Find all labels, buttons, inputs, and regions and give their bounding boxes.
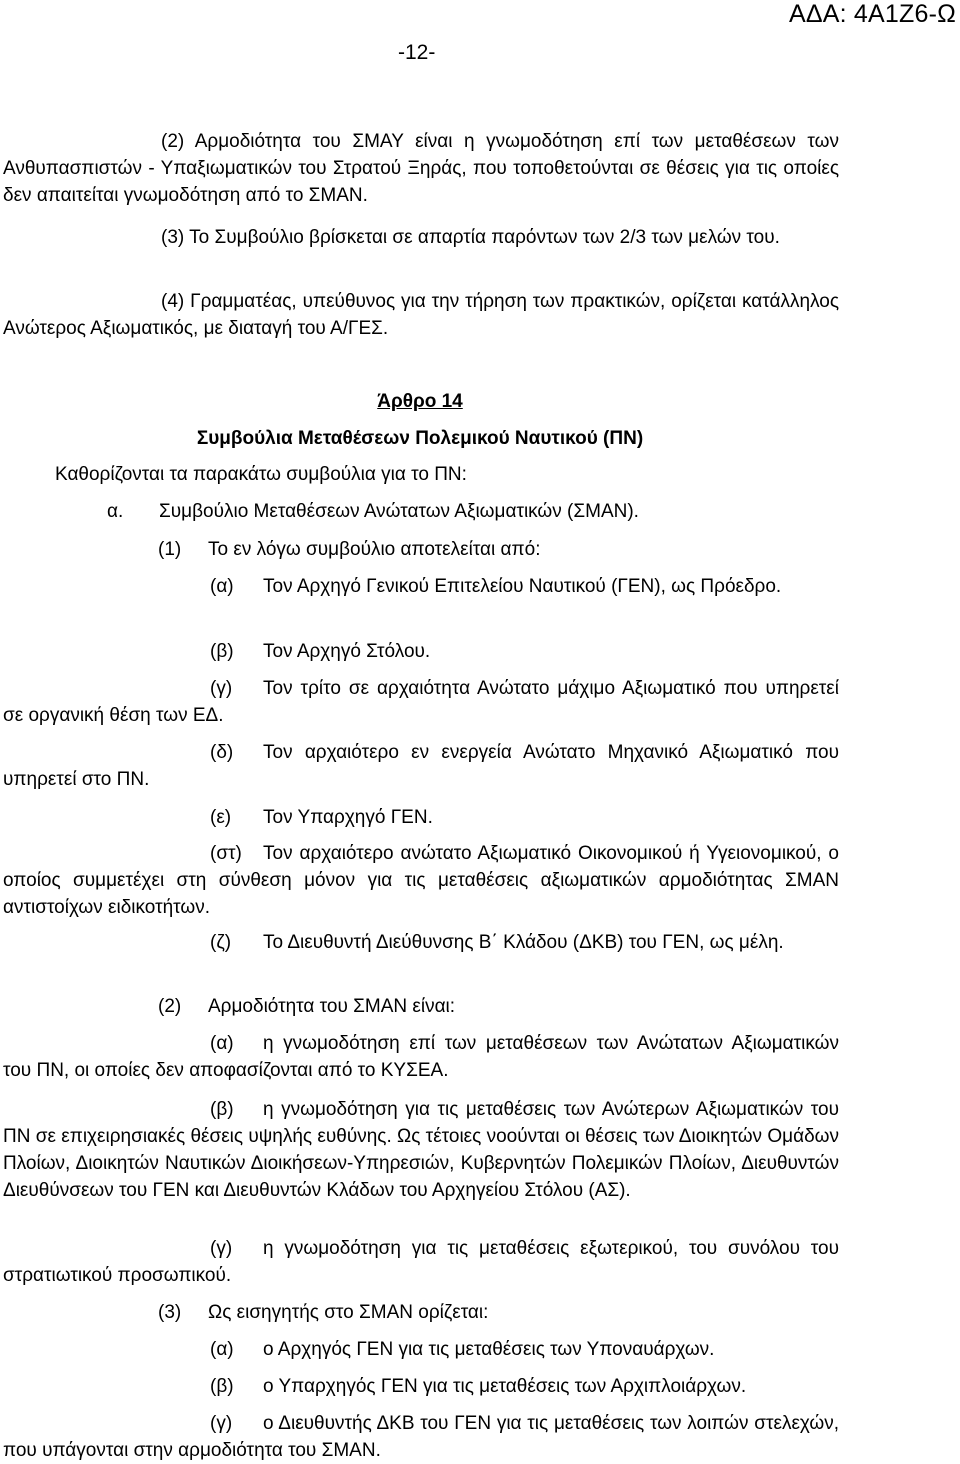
item-3-sub-c (3, 1410, 839, 1464)
item-1 (158, 536, 540, 563)
item-1-sub-e-label: (ε) (210, 807, 232, 828)
paragraph-prev-3: (3) Το Συμβούλιο βρίσκεται σε απαρτία παρόντων των 2/3 των μελών του. (161, 227, 780, 248)
page-number: -12- (398, 41, 436, 64)
article-subtitle: Συμβούλια Μεταθέσεων Πολεμικού Ναυτικού (ΠΝ) (196, 428, 644, 449)
paragraph-prev-2: (2) Αρμοδιότητα του ΣΜΑΥ είναι η γνωμοδότηση επί των μεταθέσεων των Ανθυπασπιστών - Υπαξιωματικών του Στρατού Ξηράς, που τοποθετούνται σε θέσεις για τις οποίες δεν απαιτείται γνωμοδότηση από το ΣΜΑΝ. (3, 131, 839, 206)
item-1-sub-st-text: Τον αρχαιότερο ανώτατο Αξιωματικό Οικονομικού ή Υγειονομικού, ο οποίος συμμετέχει στη σύνθεση μόνον για τις μεταθέσεις αξιωματικών αρμοδιότητας ΣΜΑΝ αντιστοίχων ειδικοτήτων. (3, 843, 839, 918)
item-3-text: Ως εισηγητής στο ΣΜΑΝ ορίζεται: (208, 1302, 489, 1323)
item-3-sub-c-label: (γ) (210, 1413, 233, 1434)
item-2-sub-c (3, 1235, 839, 1289)
item-1-sub-d-text: Τον αρχαιότερο εν ενεργεία Ανώτατο Μηχανικό Αξιωματικό που υπηρετεί στο ΠΝ. (3, 742, 839, 790)
article-title (0, 388, 840, 415)
item-3-sub-a-label: (α) (210, 1339, 234, 1360)
item-3-sub-b-label: (β) (210, 1376, 234, 1397)
item-1-sub-e-text: Τον Υπαρχηγό ΓΕΝ. (263, 807, 433, 828)
item-2-sub-a (3, 1030, 839, 1084)
item-2-sub-c-text: η γνωμοδότηση για τις μεταθέσεις εξωτερικού, του συνόλου του στρατιωτικού προσωπικού. (3, 1238, 839, 1286)
item-1-sub-b-text: Τον Αρχηγό Στόλου. (263, 641, 431, 662)
item-1-sub-c (3, 675, 839, 729)
item-1-sub-d-label: (δ) (210, 742, 234, 763)
section-a-text: Συμβούλιο Μεταθέσεων Ανώτατων Αξιωματικών (ΣΜΑΝ). (159, 501, 639, 522)
item-3-sub-a-text: ο Αρχηγός ΓΕΝ για τις μεταθέσεις των Υποναυάρχων. (263, 1339, 715, 1360)
item-2-sub-b-label: (β) (210, 1099, 234, 1120)
item-2-sub-a-label: (α) (210, 1033, 234, 1054)
item-1-sub-e (210, 804, 433, 831)
item-2-sub-b-text: η γνωμοδότηση για τις μεταθέσεις των Ανώτερων Αξιωματικών του ΠΝ σε επιχειρησιακές θέσεις υψηλής ευθύνης. Ως τέτοιες νοούνται οι θέσεις των Διοικητών Ομάδων Πλοίων, Διοικητών Ναυτικών Διοικήσεων-Υπηρεσιών, Κυβερνητών Πολεμικών Πλοίων, Διευθυντών Διευθύνσεων του ΓΕΝ και Διευθυντών Κλάδων του Αρχηγείου Στόλου (ΑΣ). (3, 1099, 839, 1201)
item-3-label: (3) (158, 1302, 182, 1323)
item-3-sub-b (210, 1373, 746, 1400)
section-a (107, 498, 639, 525)
paragraph-prev-4: (4) Γραμματέας, υπεύθυνος για την τήρηση των πρακτικών, ορίζεται κατάλληλος Ανώτερος Αξιωματικός, με διαταγή του Α/ΓΕΣ. (3, 291, 839, 339)
item-2-sub-b (3, 1096, 839, 1204)
item-1-sub-a-text: Τον Αρχηγό Γενικού Επιτελείου Ναυτικού (ΓΕΝ), ως Πρόεδρο. (263, 576, 782, 597)
item-2-sub-c-label: (γ) (210, 1238, 233, 1259)
ada-code: ΑΔΑ: 4Α1Ζ6-Ω (788, 0, 956, 28)
item-1-sub-c-label: (γ) (210, 678, 233, 699)
item-1-sub-st (3, 840, 839, 921)
item-3-sub-b-text: ο Υπαρχηγός ΓΕΝ για τις μεταθέσεις των Αρχιπλοιάρχων. (263, 1376, 747, 1397)
item-1-sub-a-label: (α) (210, 576, 234, 597)
item-2-text: Αρμοδιότητα του ΣΜΑΝ είναι: (208, 996, 456, 1017)
item-1-sub-z (3, 929, 839, 956)
article-title-text: Άρθρο 14 (377, 391, 463, 412)
item-3-sub-a (210, 1336, 714, 1363)
item-1-text: Το εν λόγω συμβούλιο αποτελείται από: (208, 539, 541, 560)
article-intro: Καθορίζονται τα παρακάτω συμβούλια για το ΠΝ: (55, 464, 467, 485)
item-2-label: (2) (158, 996, 182, 1017)
item-1-sub-z-text: Το Διευθυντή Διεύθυνσης Β΄ Κλάδου (ΔΚΒ) του ΓΕΝ, ως μέλη. (263, 932, 784, 953)
item-1-sub-d (3, 739, 839, 793)
item-2-sub-a-text: η γνωμοδότηση επί των μεταθέσεων των Ανώτατων Αξιωματικών του ΠΝ, οι οποίες δεν αποφασίζονται από το ΚΥΣΕΑ. (3, 1033, 839, 1081)
item-1-sub-a (3, 573, 839, 600)
section-a-label: α. (107, 501, 124, 522)
item-2 (158, 993, 455, 1020)
item-3-sub-c-text: ο Διευθυντής ΔΚΒ του ΓΕΝ για τις μεταθέσεις των λοιπών στελεχών, που υπάγονται στην αρμοδιότητα του ΣΜΑΝ. (3, 1413, 839, 1461)
item-1-sub-b (210, 638, 430, 665)
item-1-sub-c-text: Τον τρίτο σε αρχαιότητα Ανώτατο μάχιμο Αξιωματικό που υπηρετεί σε οργανική θέση των ΕΔ. (3, 678, 839, 726)
item-3 (158, 1299, 488, 1326)
item-1-label: (1) (158, 539, 182, 560)
item-1-sub-b-label: (β) (210, 641, 234, 662)
item-1-sub-st-label: (στ) (210, 843, 242, 864)
item-1-sub-z-label: (ζ) (210, 932, 232, 953)
